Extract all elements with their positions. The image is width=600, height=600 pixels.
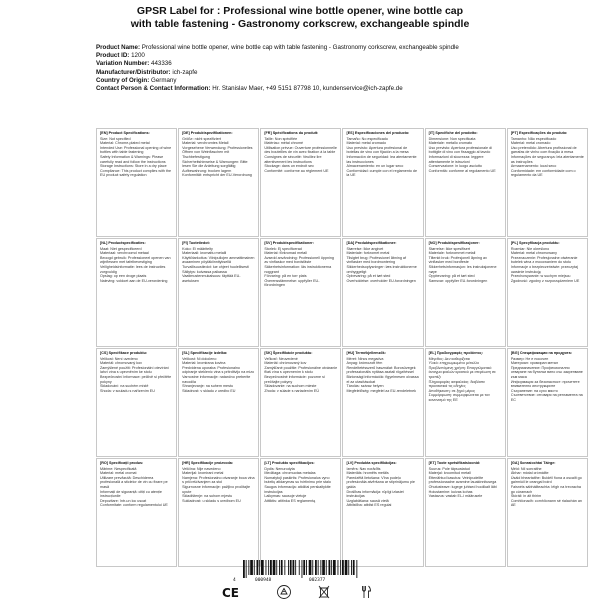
spec-cell-line: Opbevaring: på et tørt sted xyxy=(346,274,391,279)
barcode-bar xyxy=(257,560,259,575)
spec-cell-line: Veličina: Nije navedeno xyxy=(182,466,221,471)
spec-cell-line: Méid: Níl sonraithe xyxy=(510,466,542,471)
spec-cell xyxy=(96,458,177,567)
spec-cell-line: Προβλεπόμενη χρήση: Επαγγελματικό άνοιγμα φιαλών κρασιού με στερέωση σε τραπέζι xyxy=(428,365,496,379)
barcode-bar xyxy=(276,560,277,575)
barcode-bar xyxy=(288,560,289,575)
spec-cell-heading: [ES] Especificaciones del producto: xyxy=(346,131,410,135)
spec-cell-line: Materiál: chromovaný kov xyxy=(100,361,143,366)
spec-cell-line: Oppbevaring: på et tørt sted xyxy=(428,274,475,279)
info-row-product-id xyxy=(96,52,586,60)
spec-cell-line: Przechowywanie: w suchym miejscu xyxy=(510,274,571,279)
title-line-2: with table fastening - Gastronomy corkscrew, exchangeable spindle xyxy=(130,18,470,30)
spec-cell-line: Tárolás: száraz helyen xyxy=(346,384,384,389)
spec-cell-heading: [SV] Produktspecifikationer: xyxy=(264,241,314,245)
spec-cell-line: Sukladnost: u skladu s uredbom EU xyxy=(182,498,241,503)
spec-cell-line: Suurus: Pole täpsustatud xyxy=(428,466,470,471)
spec-cell-line: Megfelelőség: megfelel az EU-rendeletnek xyxy=(346,388,416,393)
spec-cell-line: Varnostne informacije: natančno preberite navodila xyxy=(182,374,251,384)
spec-cell-line: Velikost: Ni določeno xyxy=(182,356,217,361)
spec-cell-line: Säilytys: kuivassa paikassa xyxy=(182,269,227,274)
spec-cell-line: Anyag: krómozott fém xyxy=(346,361,383,366)
barcode-bar xyxy=(284,560,285,575)
spec-cell-line: Avsedd användning: Professionell öppning av vinflaskor med bordsfäste xyxy=(264,255,334,265)
barcode-bar xyxy=(318,560,319,575)
spec-cell-line: Tilsigtet brug: Professionel åbning af vinflasker med bordmontering xyxy=(346,255,406,265)
info-value: 443336 xyxy=(151,60,172,68)
spec-cell-line: Rozmiar: Nie określono xyxy=(510,246,550,251)
page-title xyxy=(20,5,580,31)
barcode-bar xyxy=(306,560,307,575)
spec-cell-line: Atitiktis: atitinka ES reglamentą xyxy=(264,498,316,503)
spec-cell-line: Compliance: This product complies with the EU product safety regulation xyxy=(100,168,172,178)
spec-cell-line: Material: förkromad metall xyxy=(264,251,307,256)
barcode-bar xyxy=(254,560,255,575)
spec-cell-line: Conservazione: in luogo asciutto xyxy=(428,164,482,169)
spec-cell-heading: [FI] Tuotetiedot: xyxy=(182,241,210,245)
spec-cell-line: Conformidad: cumple con el reglamento de la UE xyxy=(346,168,417,178)
spec-cell xyxy=(96,128,177,237)
spec-cell-line: Materijal: kromirani metal xyxy=(182,471,224,476)
spec-cell-line: Säkerhetsinformation: läs instruktionerna noggrant xyxy=(264,264,332,274)
spec-cell-line: Sikkerhedsoplysninger: læs instruktionerne omhyggeligt xyxy=(346,264,417,274)
spec-cell-line: Størrelse: Ikke angivet xyxy=(346,246,384,251)
barcode-bar xyxy=(356,560,357,578)
spec-cell xyxy=(178,238,259,347)
spec-cell-line: Съхранение: на сухо място xyxy=(510,388,558,393)
barcode-bar xyxy=(273,560,276,575)
spec-cell-line: Skladování: na suchém místě xyxy=(100,384,149,389)
spec-cell-line: Informacje o bezpieczeństwie: przeczytaj uważnie instrukcję xyxy=(510,264,578,274)
barcode-bar xyxy=(340,560,341,575)
spec-cell xyxy=(425,238,506,347)
spec-cell-line: Biztonsági információk: figyelmesen olvassa el az utasításokat xyxy=(346,374,419,384)
barcode-bars xyxy=(241,560,361,578)
spec-cell-line: Συμμόρφωση: συμμορφώνεται με τον κανονισμό της ΕΕ xyxy=(428,393,490,402)
spec-cell-heading: [RO] Specificații produs: xyxy=(100,461,144,465)
spec-cell xyxy=(425,458,506,567)
spec-cell-line: Materiale: forkromet metal xyxy=(346,251,390,256)
spec-cell-line: Material: kromirana kovina xyxy=(182,361,226,366)
spec-cell-line: Numatytoji paskirtis: Profesionalus vyno butelių atidarymas su tvirtinimu prie stalo xyxy=(264,475,331,485)
barcode-bar xyxy=(338,560,339,575)
spec-cell-line: Faisnéis sábháilteachta: léigh na treoracha go cúramach xyxy=(510,484,581,494)
spec-cell-line: Shoda: v souladu s nařízením EU xyxy=(100,388,155,393)
spec-cell-heading: [PL] Specyfikacja produktu: xyxy=(510,241,560,245)
barcode-bar xyxy=(290,560,292,575)
spec-cell-line: Armazenamento: local seco xyxy=(510,164,557,169)
info-label: Country of Origin: xyxy=(96,76,150,84)
spec-cell-line: Material: Chrome-plated metal xyxy=(100,141,150,146)
spec-cell-line: Информация за безопасност: прочетете внимателно инструкциите xyxy=(510,379,580,389)
info-label: Variation Number: xyxy=(96,60,150,68)
info-row-manufacturer xyxy=(96,69,586,77)
compliance-symbols xyxy=(188,584,418,600)
spec-cell xyxy=(260,348,341,457)
spec-cell-line: Intended Use: Professional opening of wine bottles with table fastening xyxy=(100,145,172,155)
spec-cell-line: Turvallisuustiedot: lue ohjeet huolellisesti xyxy=(182,264,249,269)
spec-cell-line: Förvaring: på en torr plats xyxy=(264,274,307,279)
spec-cell-line: Predvidena uporaba: Profesionalno odpiranje steklenic vina s pritrditvijo na mizo xyxy=(182,365,255,375)
spec-cell-heading: [EL] Προδιαγραφές προϊόντος: xyxy=(428,351,484,355)
spec-cell-line: Overholdelse: overholder EU-forordningen xyxy=(346,278,416,283)
spec-cell-line: Dydis: Nenurodyta xyxy=(264,466,295,471)
spec-cell-line: Atbilstība: atbilst ES regulai xyxy=(346,503,392,508)
info-label: Contact Person & Contact Information: xyxy=(96,85,211,93)
spec-cell-line: Aufbewahrung: trocken lagern xyxy=(182,168,232,173)
spec-cell-line: Bezpečnostné informácie: pozorne si prečítajte pokyny xyxy=(264,374,325,384)
spec-cell-line: Utilizare prevăzută: Deschiderea profesională a sticlelor de vin cu fixare pe masă xyxy=(100,475,168,489)
info-row-contact xyxy=(96,85,586,93)
spec-cell xyxy=(425,128,506,237)
spec-cell-line: Conformidade: em conformidade com o regulamento da UE xyxy=(510,168,576,178)
spec-cell-line: Saugos informacija: atidžiai perskaitykite instrukcijas xyxy=(264,484,331,494)
spec-cell-line: Uso pretendido: Abertura profissional de garrafas de vinho com fixação à mesa xyxy=(510,145,577,155)
spec-cell-line: Veiligheidsinformatie: lees de instructies zorgvuldig xyxy=(100,264,166,274)
spec-cell-line: Zhoda: v súlade s nariadením EÚ xyxy=(264,388,320,393)
barcode-bar xyxy=(246,560,247,578)
info-row-variation xyxy=(96,60,586,68)
spec-cell-heading: [EN] Product Specifications: xyxy=(100,131,150,135)
spec-cell xyxy=(342,458,423,567)
spec-cell-line: Informazioni di sicurezza: leggere attentamente le istruzioni xyxy=(428,154,484,164)
spec-cell-line: Velikost: Není uvedeno xyxy=(100,356,138,361)
spec-cell-line: Informații de siguranță: citiți cu atenție instrucțiunile xyxy=(100,489,162,499)
barcode-bar xyxy=(259,560,260,575)
spec-cell-line: Uso previsto: Apertura profesional de botellas de vino con fijación a la mesa xyxy=(346,145,409,155)
spec-cell-line: Size: Not specified xyxy=(100,136,131,141)
spec-cell xyxy=(260,238,341,347)
spec-cell-heading: [HU] Termékjellemzők: xyxy=(346,351,386,355)
product-info xyxy=(96,44,586,93)
barcode-digit-left: 4 xyxy=(233,578,236,583)
spec-cell-line: Materiaal: verchroomd metaal xyxy=(100,251,149,256)
spec-cell-heading: [HR] Specifikacije proizvoda: xyxy=(182,461,233,465)
spec-cell-line: Materiale: metallo cromato xyxy=(428,141,473,146)
barcode-bar xyxy=(268,560,269,575)
spec-cell-line: Drošības informācija: rūpīgi izlasiet instrukcijas xyxy=(346,489,404,499)
ce-mark xyxy=(222,584,240,600)
spec-cell-line: Käyttötarkoitus: Viinipullojen ammattimainen avaaminen pöytäkiinnityksellä xyxy=(182,255,255,265)
spec-cell-line: Taille: Non spécifiée xyxy=(264,136,298,141)
spec-cell-line: Almacenamiento: en un lugar seco xyxy=(346,164,404,169)
spec-cell-line: Zgodność: zgodny z rozporządzeniem UE xyxy=(510,278,580,283)
no-waste-bin-icon xyxy=(316,584,332,600)
spec-cell-heading: [BG] Спецификации на продукта: xyxy=(510,351,572,355)
barcode-bar xyxy=(248,560,249,575)
spec-cell xyxy=(342,128,423,237)
spec-cell xyxy=(342,238,423,347)
spec-cell-line: Zamýšlené použití: Profesionální otevírání lahví vína s upevněním ke stolu xyxy=(100,365,169,375)
spec-cell-line: Rendeltetésszerű használat: Borosüvegek professzionális nyitása asztali rögzítéssel xyxy=(346,365,416,375)
spec-cell-line: Vaatimustenmukaisuus: täyttää EU-asetuksen xyxy=(182,274,241,283)
spec-cell-line: Samsvar: oppfyller EU-forordningen xyxy=(428,278,488,283)
spec-cell xyxy=(260,458,341,567)
spec-cell-line: Sicherheitshinweise & Warnungen: Bitte lesen Sie die Anleitung sorgfältig xyxy=(182,159,248,169)
spec-cell-heading: [DA] Produktspecifikationer: xyxy=(346,241,397,245)
barcode-bar xyxy=(345,560,348,575)
spec-cell-line: Conformità: conforme al regolamento UE xyxy=(428,168,496,173)
spec-cell xyxy=(507,128,588,237)
spec-cell-line: Namjena: Profesionalno otvaranje boca vina s pričvršćivanjem za stol xyxy=(182,475,255,485)
spec-cell xyxy=(507,458,588,567)
spec-cell-line: Tamanho: Não especificado xyxy=(510,136,557,141)
barcode-bar xyxy=(326,560,327,575)
ean-barcode xyxy=(227,560,377,586)
spec-cell-line: Beoogd gebruik: Professioneel openen van wijnflessen met tafelbevestiging xyxy=(100,255,171,265)
spec-cell-line: Ábhar: miotal crómáilte xyxy=(510,471,549,476)
spec-cell-line: Μέγεθος: Δεν καθορίζεται xyxy=(428,356,471,361)
spec-cell-line: Предназначение: Професионално отваряне на бутилки вино със закрепване към маса xyxy=(510,365,583,379)
spec-cell-line: Skladnost: v skladu z uredbo EU xyxy=(182,388,236,393)
barcode-bar xyxy=(329,560,331,575)
barcode-bar xyxy=(250,560,253,575)
spec-cell-line: Material: metal cromat xyxy=(100,471,137,476)
spec-cell-line: Opslag: op een droge plaats xyxy=(100,274,147,279)
spec-cell-line: Ettenähtud kasutus: Veinipudelite professionaalne avamine lauakinnitusega xyxy=(428,475,497,485)
spec-cell-line: Størrelse: Ikke spesifisert xyxy=(428,246,471,251)
spec-cell-line: Información de seguridad: lea atentamente las instrucciones xyxy=(346,154,417,164)
spec-cell-line: Materiaali: kromattu metalli xyxy=(182,251,227,256)
spec-cell-line: Överensstämmelse: uppfyller EU-förordningen xyxy=(264,278,320,288)
spec-cell-line: Medžiaga: chromuotas metalas xyxy=(264,471,316,476)
barcode-bar xyxy=(243,560,245,578)
barcode-bar xyxy=(351,560,352,575)
spec-cell-line: Materjal: kroomitud metall xyxy=(428,471,471,476)
barcode-bar xyxy=(299,560,300,575)
spec-cell xyxy=(260,128,341,237)
spec-cell-heading: [GA] Sonraíochtaí Táirge: xyxy=(510,461,556,465)
barcode-bar xyxy=(266,560,267,575)
barcode-bar xyxy=(315,560,317,575)
info-row-product-name xyxy=(96,44,586,52)
spec-cell-line: Conformité: conforme au règlement UE xyxy=(264,168,329,173)
spec-cell-heading: [LT] Produkto specifikacijos: xyxy=(264,461,315,465)
barcode-bar xyxy=(312,560,313,575)
spec-cell-line: Izmērs: Nav norādīts xyxy=(346,466,381,471)
spec-cell-line: Dimensione: Non specificata xyxy=(428,136,476,141)
spec-cell-line: Hoiustamine: kuivas kohas xyxy=(428,489,473,494)
spec-cell-heading: [NL] Productspecificaties: xyxy=(100,241,146,245)
spec-cell xyxy=(342,348,423,457)
spec-cell-line: Stockage: dans un endroit sec xyxy=(264,164,314,169)
barcode-bar xyxy=(279,560,280,575)
info-value: 1200 xyxy=(131,52,145,60)
spec-cell-heading: [IT] Specifiche del prodotto: xyxy=(428,131,478,135)
spec-cell-line: Matériau: métal chromé xyxy=(264,141,304,146)
barcode-bar xyxy=(293,560,295,575)
spec-cell-line: Skladovanie: na suchom mieste xyxy=(264,384,317,389)
spec-cell xyxy=(96,348,177,457)
ce-mark-text: CE xyxy=(222,586,240,600)
spec-cell-line: Consignes de sécurité: Veuillez lire attentivement les instructions xyxy=(264,154,322,164)
spec-cell-line: Laikymas: sausoje vietoje xyxy=(264,494,307,499)
spec-cell-line: Materiál: chrómovaný kov xyxy=(264,361,307,366)
spec-cell-line: Tamaño: No especificado xyxy=(346,136,388,141)
info-value: Professional wine bottle opener, wine bottle cap with table fastening - Gastronomy corkscrew, exchangeable spindle xyxy=(141,44,459,51)
title-line-1: GPSR Label for : Professional wine bottle opener, wine bottle cap xyxy=(136,5,464,17)
spec-cell-line: Konformität: entspricht der EU-Verordnung xyxy=(182,173,252,178)
language-spec-grid xyxy=(96,128,588,567)
spec-cell-heading: [FR] Spécifications du produit: xyxy=(264,131,319,135)
spec-cell-line: Vorgesehene Verwendung: Professionelles Öffnen von Weinflaschen mit Tischbefestigung xyxy=(182,145,253,159)
spec-cell-line: Shranjevanje: na suhem mestu xyxy=(182,384,233,389)
spec-cell-line: Ohutusteave: lugege juhised hoolikalt läbi xyxy=(428,484,497,489)
spec-cell-line: Méret: Nincs megadva xyxy=(346,356,384,361)
barcode-bar xyxy=(320,560,321,575)
spec-cell-heading: [SL] Specifikacije izdelka: xyxy=(182,351,228,355)
spec-cell-line: Comhlíonadh: comhlíonann sé rialachán an AE xyxy=(510,498,582,508)
spec-cell-line: Informações de segurança: leia atentamente as instruções xyxy=(510,154,584,164)
spec-cell xyxy=(507,348,588,457)
info-value: Germany xyxy=(151,76,177,84)
spec-cell-line: Sigurnosne informacije: pažljivo pročitajte upute xyxy=(182,484,250,494)
barcode-group-left: 000948 xyxy=(255,578,272,583)
info-value: Hr. Stanislav Maer, +49 5151 87798 10, kundenservice@ich-zapfe.de xyxy=(212,85,403,93)
barcode-bar xyxy=(303,560,305,575)
spec-cell-line: Mărime: Nespecificată xyxy=(100,466,137,471)
spec-cell-line: Storage Instructions: Store in a dry place xyxy=(100,164,167,169)
info-label: Manufacturer/Distributor: xyxy=(96,68,171,76)
spec-cell-line: Materiāls: hromēts metāls xyxy=(346,471,389,476)
spec-cell-line: Przeznaczenie: Profesjonalne otwieranie butelek wina z mocowaniem do stołu xyxy=(510,255,578,265)
info-row-country xyxy=(96,77,586,85)
barcode-group-right: 002377 xyxy=(309,578,326,583)
spec-cell-line: Material: verchromtes Metall xyxy=(182,141,229,146)
spec-cell-line: Storlek: Ej specificerad xyxy=(264,246,302,251)
spec-cell-line: Materiale: forkrommet metall xyxy=(428,251,476,256)
spec-cell xyxy=(507,238,588,347)
spec-cell-line: Bezpečnostní informace: pečlivě si přečtěte pokyny xyxy=(100,374,172,384)
spec-cell-line: Uso previsto: Apertura professionale di bottiglie di vino con fissaggio al tavolo xyxy=(428,145,492,155)
info-value: ich-zapfe xyxy=(172,68,198,76)
spec-cell xyxy=(178,348,259,457)
barcode-bar xyxy=(261,560,264,575)
info-label: Product ID: xyxy=(96,52,130,60)
spec-cell-line: Safety Information & Warnings: Please carefully read and follow the instructions xyxy=(100,154,166,164)
barcode-bar xyxy=(348,560,349,575)
spec-cell-line: Sikkerhetsinformasjon: les instruksjonene nøye xyxy=(428,264,497,274)
spec-cell-line: Uzglabāšana: sausā vietā xyxy=(346,498,389,503)
barcode-bar xyxy=(281,560,283,575)
spec-cell-heading: [CS] Specifikace produktu: xyxy=(100,351,148,355)
spec-cell xyxy=(96,238,177,347)
spec-cell-line: Veľkosť: Neuvedené xyxy=(264,356,298,361)
spec-cell-line: Material: metal cromado xyxy=(510,141,551,146)
spec-cell-line: Υλικό: επιχρωμιωμένο μέταλλο xyxy=(428,361,480,366)
spec-cell xyxy=(178,458,259,567)
spec-cell-line: Vastavus: vastab EL-i määrusele xyxy=(428,494,483,499)
spec-cell-line: Αποθήκευση: σε ξηρό μέρος xyxy=(428,388,476,393)
spec-cell-line: Úsáid bheartaithe: Buidéil fíona a oscailt go gairmiúil le ceangal boird xyxy=(510,475,582,485)
barcode-bar xyxy=(322,560,325,575)
barcode-bar xyxy=(295,560,296,575)
spec-cell-line: Utilisation prévue: Ouverture professionnelle des bouteilles de vin avec fixation à la table xyxy=(264,145,337,155)
barcode-bar xyxy=(309,560,312,575)
barcode-bar xyxy=(353,560,355,575)
spec-cell-line: Maat: Niet gespecificeerd xyxy=(100,246,142,251)
barcode-bar xyxy=(270,560,272,575)
spec-cell-line: Zamýšľané použitie: Profesionálne otváranie fliaš vína s upevnením k stolu xyxy=(264,365,338,375)
spec-cell-heading: [ET] Toote spetsifikatsioonid: xyxy=(428,461,481,465)
spec-cell-line: Πληροφορίες ασφαλείας: διαβάστε προσεκτικά τις οδηγίες xyxy=(428,379,485,389)
info-label: Product Name: xyxy=(96,44,141,51)
spec-cell-heading: [DE] Produktspezifikationen: xyxy=(182,131,233,135)
spec-cell-heading: [PT] Especificações do produto: xyxy=(510,131,568,135)
food-safe-icon xyxy=(358,584,374,600)
spec-cell-line: Materiał: metal chromowany xyxy=(510,251,557,256)
spec-cell-line: Koko: Ei määritelty xyxy=(182,246,213,251)
spec-cell-line: Größe: nicht spezifiziert xyxy=(182,136,221,141)
spec-cell-heading: [LV] Produkta specifikācijas: xyxy=(346,461,397,465)
spec-cell-heading: [NO] Produktspesifikasjoner: xyxy=(428,241,480,245)
spec-cell-line: Skladištenje: na suhom mjestu xyxy=(182,494,233,499)
barcode-bar xyxy=(342,560,344,575)
spec-cell-line: Material: metal cromado xyxy=(346,141,387,146)
spec-cell-line: Conformitate: conform regulamentului UE xyxy=(100,503,168,508)
spec-cell xyxy=(425,348,506,457)
spec-cell-heading: [SK] Špecifikácie produktu: xyxy=(264,351,313,355)
spec-cell-line: Depozitare: într-un loc uscat xyxy=(100,498,147,503)
spec-cell-line: Материал: хромиран метал xyxy=(510,361,558,366)
spec-cell-line: Naleving: voldoet aan de EU-verordening xyxy=(100,278,168,283)
spec-cell-line: Paredzētā lietošana: Vīna pudeļu profesionāla atvēršana ar stiprinājumu pie galda xyxy=(346,475,415,489)
barcode-bar xyxy=(333,560,336,575)
barcode-bar xyxy=(302,560,303,578)
spec-cell-line: Stóráil: in áit thirim xyxy=(510,494,542,499)
recycling-icon xyxy=(276,584,292,600)
spec-cell-line: Съответствие: отговаря на регламента на ЕС xyxy=(510,393,583,402)
spec-cell-line: Tiltenkt bruk: Profesjonell åpning av vinflasker med bordfeste xyxy=(428,255,487,265)
spec-cell xyxy=(178,128,259,237)
barcode-bar xyxy=(331,560,332,575)
spec-cell-line: Размер: Не е посочен xyxy=(510,356,549,361)
